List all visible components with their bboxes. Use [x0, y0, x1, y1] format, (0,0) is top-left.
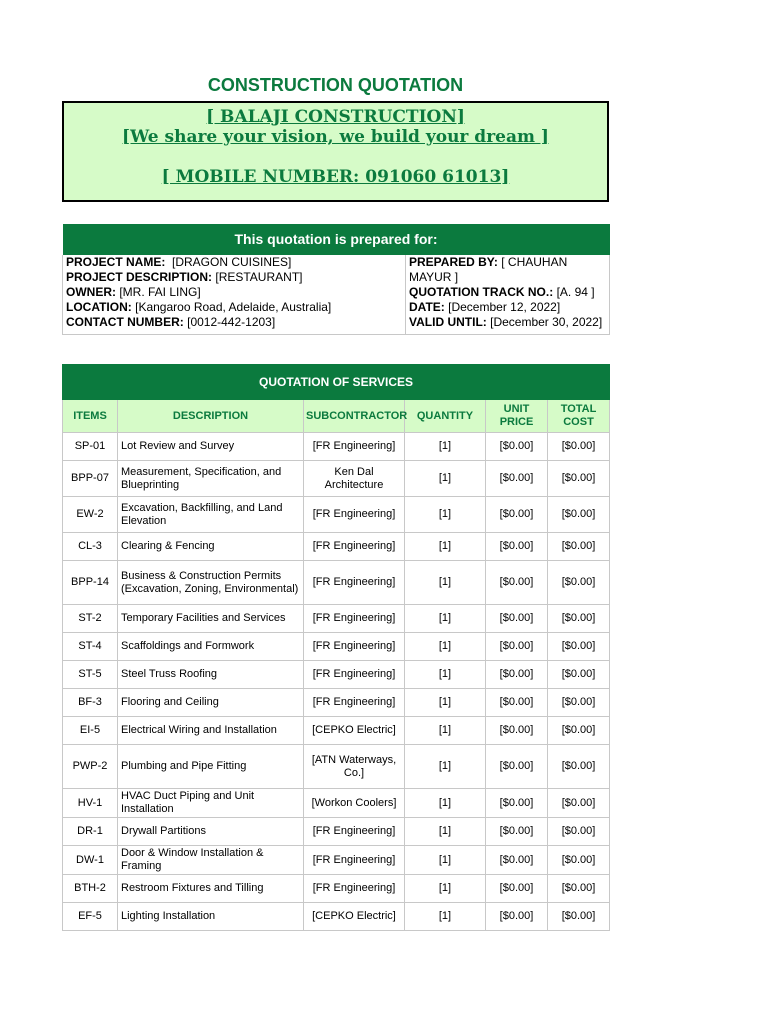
- unit-price-cell: [$0.00]: [486, 903, 548, 931]
- client-info: [63, 255, 406, 335]
- subcontractor-cell: [FR Engineering]: [304, 633, 405, 661]
- unit-price-cell: [$0.00]: [486, 533, 548, 561]
- total-cost-cell: [$0.00]: [548, 717, 610, 745]
- quantity-cell: [1]: [405, 903, 486, 931]
- contact-label: CONTACT NUMBER:: [66, 315, 184, 329]
- item-cell: ST-4: [63, 633, 118, 661]
- quantity-cell: [1]: [405, 745, 486, 789]
- total-cost-cell: [$0.00]: [548, 745, 610, 789]
- total-cost-cell: [$0.00]: [548, 497, 610, 533]
- total-cost-cell: [$0.00]: [548, 903, 610, 931]
- item-cell: EF-5: [63, 903, 118, 931]
- total-cost-cell: [$0.00]: [548, 875, 610, 903]
- unit-price-cell: [$0.00]: [486, 875, 548, 903]
- quantity-cell: [1]: [405, 433, 486, 461]
- description-cell: Plumbing and Pipe Fitting: [118, 745, 304, 789]
- project-description-value: [RESTAURANT]: [215, 270, 303, 284]
- table-row: [63, 875, 610, 903]
- company-tagline: [We share your vision, we build your dream ]: [122, 127, 549, 147]
- total-cost-cell: [$0.00]: [548, 633, 610, 661]
- subcontractor-cell: [FR Engineering]: [304, 689, 405, 717]
- col-description: DESCRIPTION: [118, 400, 304, 433]
- quantity-cell: [1]: [405, 789, 486, 818]
- unit-price-cell: [$0.00]: [486, 661, 548, 689]
- unit-price-cell: [$0.00]: [486, 818, 548, 846]
- unit-price-cell: [$0.00]: [486, 846, 548, 875]
- table-row: [63, 605, 610, 633]
- quantity-cell: [1]: [405, 461, 486, 497]
- services-table: [62, 364, 610, 931]
- location-label: LOCATION:: [66, 300, 132, 314]
- item-cell: ST-5: [63, 661, 118, 689]
- table-row: [63, 903, 610, 931]
- subcontractor-cell: [CEPKO Electric]: [304, 903, 405, 931]
- subcontractor-cell: Ken Dal Architecture: [304, 461, 405, 497]
- quantity-cell: [1]: [405, 689, 486, 717]
- item-cell: HV-1: [63, 789, 118, 818]
- item-cell: BPP-07: [63, 461, 118, 497]
- col-total-cost: TOTAL COST: [548, 400, 610, 433]
- table-row: [63, 789, 610, 818]
- quantity-cell: [1]: [405, 497, 486, 533]
- subcontractor-cell: [FR Engineering]: [304, 875, 405, 903]
- project-name-label: PROJECT NAME:: [66, 255, 166, 269]
- description-cell: Scaffoldings and Formwork: [118, 633, 304, 661]
- unit-price-cell: [$0.00]: [486, 789, 548, 818]
- table-row: [63, 633, 610, 661]
- item-cell: DR-1: [63, 818, 118, 846]
- table-row: [63, 433, 610, 461]
- owner-label: OWNER:: [66, 285, 116, 299]
- col-items: ITEMS: [63, 400, 118, 433]
- prepared-by-value: [ CHAUHAN MAYUR ]: [409, 255, 568, 284]
- quote-info: [406, 255, 610, 335]
- description-cell: Door & Window Installation & Framing: [118, 846, 304, 875]
- subcontractor-cell: [ATN Waterways, Co.]: [304, 745, 405, 789]
- description-cell: Electrical Wiring and Installation: [118, 717, 304, 745]
- total-cost-cell: [$0.00]: [548, 846, 610, 875]
- unit-price-cell: [$0.00]: [486, 717, 548, 745]
- prepared-for-table: [62, 224, 610, 335]
- item-cell: DW-1: [63, 846, 118, 875]
- table-row: [63, 717, 610, 745]
- table-row: [63, 745, 610, 789]
- quantity-cell: [1]: [405, 533, 486, 561]
- description-cell: Measurement, Specification, and Blueprinting: [118, 461, 304, 497]
- date-label: DATE:: [409, 300, 445, 314]
- unit-price-cell: [$0.00]: [486, 561, 548, 605]
- item-cell: PWP-2: [63, 745, 118, 789]
- description-cell: Business & Construction Permits (Excavation, Zoning, Environmental): [118, 561, 304, 605]
- subcontractor-cell: [FR Engineering]: [304, 497, 405, 533]
- quantity-cell: [1]: [405, 633, 486, 661]
- total-cost-cell: [$0.00]: [548, 533, 610, 561]
- total-cost-cell: [$0.00]: [548, 461, 610, 497]
- track-value: [A. 94 ]: [556, 285, 595, 299]
- description-cell: Flooring and Ceiling: [118, 689, 304, 717]
- subcontractor-cell: [FR Engineering]: [304, 818, 405, 846]
- subcontractor-cell: [FR Engineering]: [304, 433, 405, 461]
- total-cost-cell: [$0.00]: [548, 689, 610, 717]
- track-label: QUOTATION TRACK NO.:: [409, 285, 554, 299]
- prepared-by-label: PREPARED BY:: [409, 255, 498, 269]
- table-row: [63, 533, 610, 561]
- services-header: QUOTATION OF SERVICES: [63, 365, 610, 400]
- date-value: [December 12, 2022]: [448, 300, 561, 314]
- table-row: [63, 689, 610, 717]
- company-mobile: [ MOBILE NUMBER: 091060 61013]: [161, 167, 510, 187]
- item-cell: EW-2: [63, 497, 118, 533]
- unit-price-cell: [$0.00]: [486, 633, 548, 661]
- col-unit-price: UNIT PRICE: [486, 400, 548, 433]
- subcontractor-cell: [CEPKO Electric]: [304, 717, 405, 745]
- subcontractor-cell: [Workon Coolers]: [304, 789, 405, 818]
- table-row: [63, 497, 610, 533]
- page-title: CONSTRUCTION QUOTATION: [207, 75, 464, 95]
- total-cost-cell: [$0.00]: [548, 789, 610, 818]
- description-cell: Temporary Facilities and Services: [118, 605, 304, 633]
- item-cell: ST-2: [63, 605, 118, 633]
- subcontractor-cell: [FR Engineering]: [304, 561, 405, 605]
- valid-value: [December 30, 2022]: [490, 315, 603, 329]
- subcontractor-cell: [FR Engineering]: [304, 846, 405, 875]
- subcontractor-cell: [FR Engineering]: [304, 605, 405, 633]
- total-cost-cell: [$0.00]: [548, 818, 610, 846]
- unit-price-cell: [$0.00]: [486, 605, 548, 633]
- description-cell: Restroom Fixtures and Tilling: [118, 875, 304, 903]
- table-row: [63, 818, 610, 846]
- item-cell: CL-3: [63, 533, 118, 561]
- unit-price-cell: [$0.00]: [486, 689, 548, 717]
- total-cost-cell: [$0.00]: [548, 605, 610, 633]
- unit-price-cell: [$0.00]: [486, 461, 548, 497]
- description-cell: Drywall Partitions: [118, 818, 304, 846]
- subcontractor-cell: [FR Engineering]: [304, 661, 405, 689]
- total-cost-cell: [$0.00]: [548, 661, 610, 689]
- company-name: [ BALAJI CONSTRUCTION]: [206, 107, 465, 127]
- unit-price-cell: [$0.00]: [486, 745, 548, 789]
- description-cell: Clearing & Fencing: [118, 533, 304, 561]
- description-cell: Lighting Installation: [118, 903, 304, 931]
- item-cell: BTH-2: [63, 875, 118, 903]
- project-description-label: PROJECT DESCRIPTION:: [66, 270, 213, 284]
- table-row: [63, 461, 610, 497]
- table-row: [63, 846, 610, 875]
- col-subcontractor: SUBCONTRACTOR: [304, 400, 405, 433]
- total-cost-cell: [$0.00]: [548, 433, 610, 461]
- unit-price-cell: [$0.00]: [486, 497, 548, 533]
- table-row: [63, 661, 610, 689]
- total-cost-cell: [$0.00]: [548, 561, 610, 605]
- item-cell: EI-5: [63, 717, 118, 745]
- project-name-value: [DRAGON CUISINES]: [172, 255, 292, 269]
- description-cell: Steel Truss Roofing: [118, 661, 304, 689]
- quantity-cell: [1]: [405, 717, 486, 745]
- subcontractor-cell: [FR Engineering]: [304, 533, 405, 561]
- company-banner: [62, 101, 609, 202]
- quantity-cell: [1]: [405, 661, 486, 689]
- item-cell: SP-01: [63, 433, 118, 461]
- item-cell: BPP-14: [63, 561, 118, 605]
- table-row: [63, 561, 610, 605]
- description-cell: HVAC Duct Piping and Unit Installation: [118, 789, 304, 818]
- owner-value: [MR. FAI LING]: [119, 285, 201, 299]
- valid-label: VALID UNTIL:: [409, 315, 487, 329]
- prepared-for-header: This quotation is prepared for:: [63, 224, 610, 255]
- location-value: [Kangaroo Road, Adelaide, Australia]: [135, 300, 332, 314]
- quantity-cell: [1]: [405, 818, 486, 846]
- quantity-cell: [1]: [405, 846, 486, 875]
- quantity-cell: [1]: [405, 875, 486, 903]
- quantity-cell: [1]: [405, 561, 486, 605]
- item-cell: BF-3: [63, 689, 118, 717]
- description-cell: Lot Review and Survey: [118, 433, 304, 461]
- description-cell: Excavation, Backfilling, and Land Elevation: [118, 497, 304, 533]
- quantity-cell: [1]: [405, 605, 486, 633]
- col-quantity: QUANTITY: [405, 400, 486, 433]
- unit-price-cell: [$0.00]: [486, 433, 548, 461]
- contact-value: [0012-442-1203]: [187, 315, 276, 329]
